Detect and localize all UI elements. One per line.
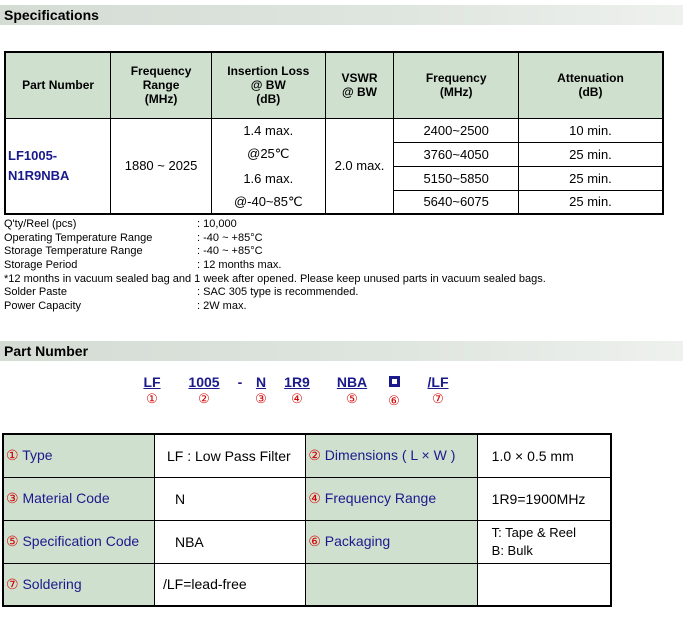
code-number: ⑤ <box>346 391 358 406</box>
code-text: N <box>255 374 267 390</box>
insertion-loss-condition: @-40~85℃ <box>211 190 325 214</box>
header-frequency-range: Frequency Range (MHz) <box>111 52 212 118</box>
attenuation-value: 25 min. <box>518 142 663 166</box>
pn-row <box>3 563 611 606</box>
pn-value-material: N <box>154 477 305 520</box>
pn-label-empty <box>306 563 477 606</box>
packaging-box-icon <box>389 376 400 387</box>
insertion-loss-condition: @25℃ <box>211 142 325 166</box>
header-frequency: Frequency (MHz) <box>394 52 519 118</box>
code-text: 1005 <box>188 374 220 390</box>
code-number: ① <box>146 391 158 406</box>
code-segment <box>332 373 372 407</box>
note-value: : 2W max. <box>197 300 247 313</box>
code-segment <box>184 373 224 407</box>
note-label: Q'ty/Reel (pcs) <box>4 218 77 230</box>
spec-header-row <box>5 52 663 118</box>
code-segment <box>384 373 404 409</box>
vswr-value: 2.0 max. <box>325 118 394 214</box>
pn-value-soldering: /LF=lead-free <box>154 563 305 606</box>
code-number: ⑥ <box>388 393 400 408</box>
note-footnote: *12 months in vacuum sealed bag and 1 week after opened. Please keep unused parts in vacuum sealed bags. <box>4 272 546 285</box>
pn-value-dimensions: 1.0 × 0.5 mm <box>477 434 611 477</box>
note-value: : -40 ~ +85°C <box>197 245 263 258</box>
note-label: Operating Temperature Range <box>4 231 153 244</box>
attenuation-value: 10 min. <box>518 118 663 142</box>
pn-value-specification: NBA <box>154 520 305 563</box>
pn-label-material: ③ Material Code <box>3 477 154 520</box>
specifications-table <box>4 51 664 215</box>
code-segment <box>234 373 246 391</box>
insertion-loss-value: 1.6 max. <box>211 166 325 190</box>
code-text: /LF <box>427 374 449 390</box>
code-segment <box>140 373 164 407</box>
pn-row <box>3 520 611 563</box>
code-text: LF <box>143 374 161 390</box>
code-number: ③ <box>255 391 267 406</box>
code-segment <box>252 373 270 407</box>
code-number: ⑦ <box>432 391 444 406</box>
pn-value-packaging: T: Tape & Reel B: Bulk <box>477 520 611 563</box>
attenuation-frequency: 5640~6075 <box>394 190 519 214</box>
attenuation-value: 25 min. <box>518 190 663 214</box>
pn-row <box>3 434 611 477</box>
note-value: : 12 months max. <box>197 259 282 272</box>
header-insertion-loss: Insertion Loss @ BW (dB) <box>211 52 325 118</box>
note-value: : -40 ~ +85°C <box>197 231 263 244</box>
note-label: Solder Paste <box>4 286 67 299</box>
header-part-number: Part Number <box>5 52 111 118</box>
note-value: : SAC 305 type is recommended. <box>197 286 359 299</box>
specifications-heading: Specifications <box>0 5 683 25</box>
frequency-range-value: 1880 ~ 2025 <box>111 118 212 214</box>
part-number-heading: Part Number <box>0 341 683 361</box>
pn-row <box>3 477 611 520</box>
note-label: Storage Temperature Range <box>4 245 143 258</box>
pn-value-type: LF : Low Pass Filter <box>154 434 305 477</box>
note-value: : 10,000 <box>197 218 237 230</box>
note-label: Power Capacity <box>4 300 82 313</box>
code-number: ② <box>198 391 210 406</box>
code-segment <box>422 373 454 407</box>
spec-row <box>5 118 663 142</box>
attenuation-frequency: 2400~2500 <box>394 118 519 142</box>
part-number-code <box>0 373 683 409</box>
note-label: Storage Period <box>4 259 78 272</box>
pn-value-empty <box>477 563 611 606</box>
pn-label-specification: ⑤ Specification Code <box>3 520 154 563</box>
code-number: ④ <box>291 391 303 406</box>
pn-label-dimensions: ② Dimensions ( L × W ) <box>306 434 477 477</box>
part-number-table <box>2 433 612 607</box>
code-text: 1R9 <box>284 374 310 390</box>
code-dash: - <box>237 374 243 390</box>
pn-label-frequency: ④ Frequency Range <box>306 477 477 520</box>
attenuation-frequency: 5150~5850 <box>394 166 519 190</box>
pn-label-packaging: ⑥ Packaging <box>306 520 477 563</box>
attenuation-frequency: 3760~4050 <box>394 142 519 166</box>
insertion-loss-value: 1.4 max. <box>211 118 325 142</box>
header-vswr: VSWR @ BW <box>325 52 394 118</box>
code-text: NBA <box>336 374 368 390</box>
header-attenuation: Attenuation (dB) <box>518 52 663 118</box>
pn-value-frequency: 1R9=1900MHz <box>477 477 611 520</box>
pn-label-soldering: ⑦ Soldering <box>3 563 154 606</box>
part-number-value: LF1005- N1R9NBA <box>5 118 111 214</box>
pn-label-type: ① Type <box>3 434 154 477</box>
attenuation-value: 25 min. <box>518 166 663 190</box>
code-segment <box>280 373 314 407</box>
